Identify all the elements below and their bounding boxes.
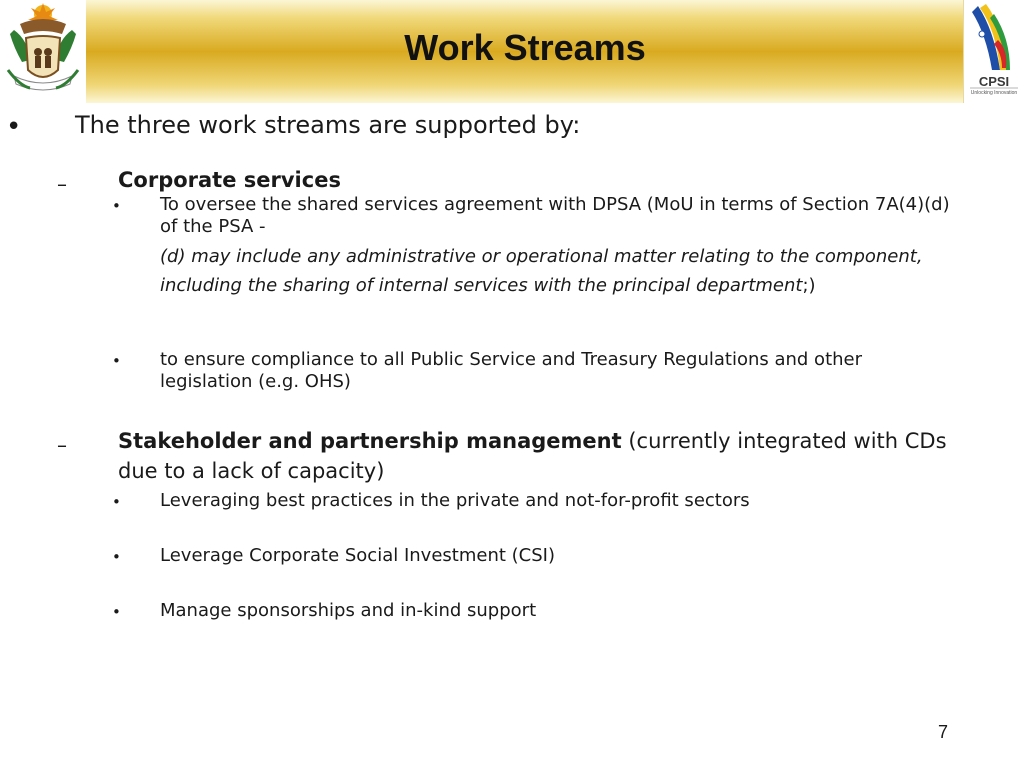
cpsi-logo-text: CPSI bbox=[978, 74, 1010, 89]
section-heading-stakeholder bbox=[118, 426, 988, 486]
list-item-compliance: to ensure compliance to all Public Service and Treasury Regulations and other legislation (e.g. OHS) bbox=[160, 349, 863, 392]
section-heading-corporate-services bbox=[118, 165, 988, 195]
list-bullet: • bbox=[112, 548, 121, 566]
list-bullet: • bbox=[112, 197, 121, 215]
level1-bullet: • bbox=[6, 112, 22, 142]
list-bullet: • bbox=[112, 352, 121, 370]
psa-quote bbox=[160, 242, 960, 300]
list-item-shared-services: To oversee the shared services agreement with DPSA (MoU in terms of Section 7A(4)(d) of the PSA - bbox=[160, 194, 950, 237]
list-bullet: • bbox=[112, 603, 121, 621]
section-heading-rest: (currently integrated with CDs due to a lack of capacity) bbox=[118, 429, 947, 483]
section-dash: – bbox=[57, 433, 67, 457]
page-number: 7 bbox=[938, 722, 949, 742]
page-title: Work Streams bbox=[404, 27, 646, 68]
list-item-sponsorships: Manage sponsorships and in-kind support bbox=[160, 600, 537, 621]
level1-intro-text: The three work streams are supported by: bbox=[75, 111, 581, 139]
section-heading-bold: Stakeholder and partnership management bbox=[118, 429, 622, 453]
psa-quote-italic: (d) may include any administrative or operational matter relating to the component, including the sharing of internal services with the principal department bbox=[160, 246, 923, 296]
list-item-csi: Leverage Corporate Social Investment (CSI) bbox=[160, 545, 555, 566]
section-dash: – bbox=[57, 172, 67, 196]
cpsi-logo-tagline: Unlocking Innovation bbox=[970, 90, 1018, 96]
psa-quote-suffix: ;) bbox=[802, 275, 816, 296]
list-bullet: • bbox=[112, 493, 121, 511]
list-item-best-practices: Leveraging best practices in the private and not-for-profit sectors bbox=[160, 490, 750, 511]
section-heading-bold: Corporate services bbox=[118, 168, 341, 192]
